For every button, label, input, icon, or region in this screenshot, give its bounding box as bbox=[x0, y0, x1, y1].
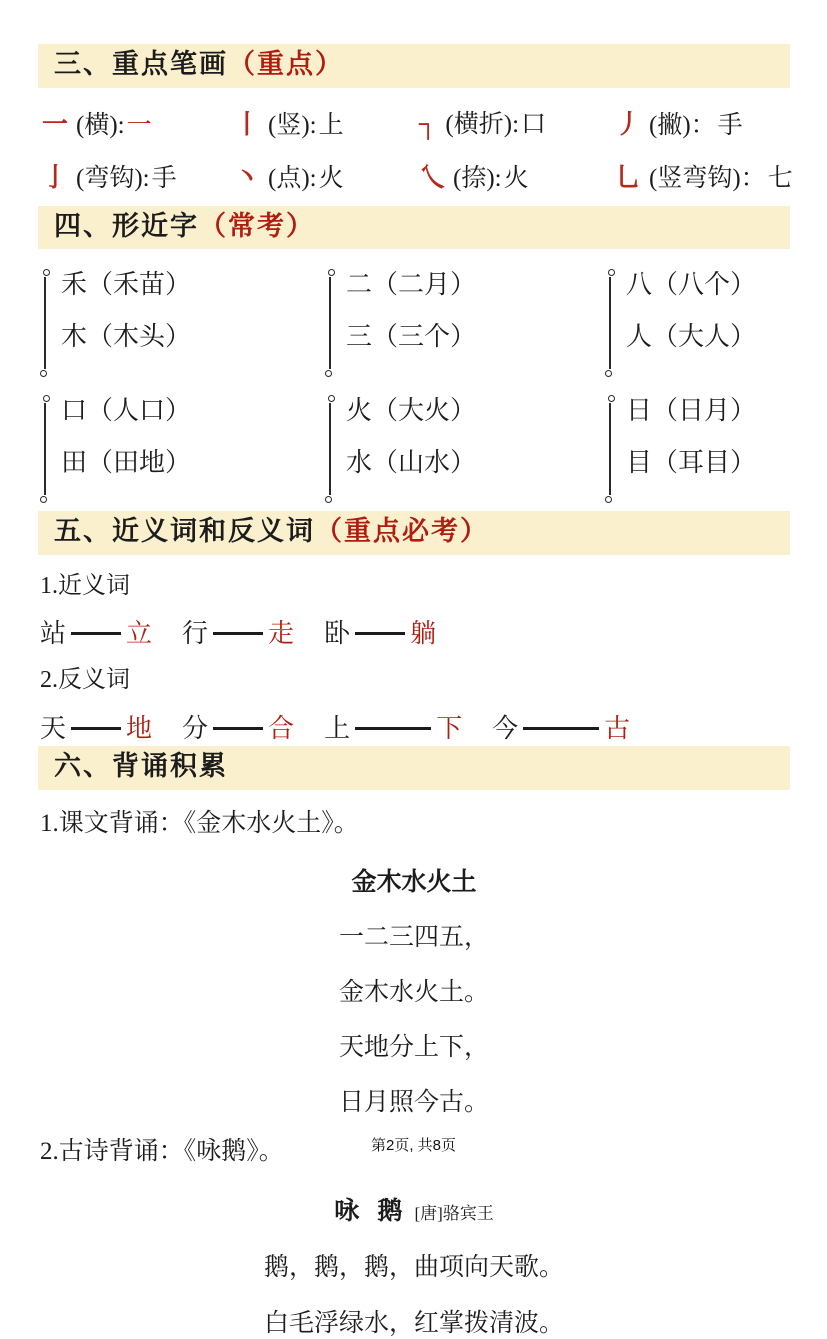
stroke-answer: 口 bbox=[521, 110, 547, 138]
dash-line bbox=[71, 727, 121, 730]
dash-line bbox=[213, 727, 263, 730]
stroke-item bbox=[419, 104, 615, 141]
section-header-strokes bbox=[38, 44, 790, 88]
word-left: 卧 bbox=[324, 619, 351, 649]
dash-line bbox=[355, 632, 405, 635]
stroke-label: (点): bbox=[268, 164, 317, 192]
stroke-label: (弯钩): bbox=[76, 164, 150, 192]
char-group bbox=[44, 269, 329, 369]
word-left: 上 bbox=[324, 713, 351, 743]
subsection-label-synonyms: 1.近义词 bbox=[40, 573, 130, 600]
recitation-intro-text: 1.课文背诵：《金木水火土》。 bbox=[40, 809, 359, 837]
char-pair-line: 人（大人） bbox=[626, 321, 757, 351]
dash-line bbox=[213, 632, 263, 635]
stroke-item bbox=[615, 157, 793, 194]
section-header-similar-chars bbox=[38, 206, 790, 250]
bracket-line bbox=[609, 403, 614, 495]
stroke-item bbox=[234, 157, 419, 194]
stroke-glyph-na: 乀 bbox=[419, 162, 446, 192]
section-title-highlight: （重点） bbox=[228, 49, 344, 79]
word-left: 行 bbox=[182, 619, 209, 649]
poem-line: 金木水火土。 bbox=[338, 979, 489, 1006]
word-left: 今 bbox=[492, 713, 519, 743]
ancient-poem-intro-text: 2.古诗背诵：《咏鹅》。 bbox=[40, 1138, 284, 1165]
poem-yonge bbox=[38, 1191, 790, 1339]
stroke-label: (撇)： bbox=[649, 111, 716, 139]
section-header-recitation bbox=[38, 746, 790, 790]
stroke-glyph-shuwangou: 乚 bbox=[615, 162, 642, 192]
similar-char-row bbox=[38, 395, 790, 495]
char-pair-line: 目（耳目） bbox=[626, 447, 757, 477]
poem-line: 一二三四五， bbox=[338, 924, 489, 951]
section-title: 四、形近字 bbox=[54, 210, 199, 241]
subsection-label-antonyms: 2.反义词 bbox=[40, 667, 130, 694]
stroke-answer: 手 bbox=[717, 111, 743, 139]
stroke-glyph-hengzhe: ┐ bbox=[419, 108, 438, 138]
stroke-answer: 一 bbox=[126, 111, 152, 139]
section-title-highlight: （重点必考） bbox=[315, 516, 489, 547]
char-pair-line: 三（三个） bbox=[346, 321, 477, 351]
page-indicator: 第2页, 共8页 bbox=[370, 1137, 457, 1154]
char-pair-line: 禾（禾苗） bbox=[61, 270, 192, 300]
stroke-item bbox=[42, 157, 234, 194]
bracket-line bbox=[44, 277, 49, 369]
poem-line: 天地分上下， bbox=[338, 1034, 489, 1061]
antonym-pairs-row bbox=[40, 713, 790, 744]
stroke-item bbox=[234, 104, 419, 141]
char-group bbox=[329, 269, 609, 369]
char-pair-line: 日（日月） bbox=[626, 396, 757, 426]
word-pair bbox=[182, 618, 294, 649]
word-right: 地 bbox=[126, 713, 153, 743]
stroke-answer: 火 bbox=[503, 164, 529, 192]
stroke-answer: 手 bbox=[151, 164, 177, 192]
stroke-answer: 火 bbox=[318, 164, 344, 192]
char-group bbox=[609, 395, 790, 495]
stroke-label: (横折): bbox=[445, 110, 520, 138]
stroke-label: (竖): bbox=[268, 111, 317, 139]
bracket-line bbox=[44, 403, 49, 495]
char-group bbox=[44, 395, 329, 495]
char-pair-line: 木（木头） bbox=[61, 321, 192, 351]
dash-line bbox=[71, 632, 121, 635]
bracket-line bbox=[329, 277, 334, 369]
word-pair bbox=[324, 713, 462, 744]
char-group bbox=[329, 395, 609, 495]
bracket-line bbox=[329, 403, 334, 495]
word-pair bbox=[492, 713, 630, 744]
word-right: 走 bbox=[268, 619, 295, 649]
stroke-item bbox=[42, 104, 234, 141]
char-pair-line: 二（二月） bbox=[346, 270, 477, 300]
word-pair bbox=[324, 618, 436, 649]
word-left: 站 bbox=[40, 619, 67, 649]
poem-line: 白毛浮绿水，红掌拨清波。 bbox=[263, 1309, 564, 1337]
word-right: 下 bbox=[436, 713, 463, 743]
word-left: 分 bbox=[182, 713, 209, 743]
section-header-synonyms-antonyms bbox=[38, 511, 790, 555]
poem-title: 咏 鹅 bbox=[334, 1197, 409, 1225]
dash-line bbox=[355, 727, 431, 730]
word-right: 立 bbox=[126, 619, 153, 649]
char-pair-line: 水（山水） bbox=[346, 447, 477, 477]
bracket-line bbox=[609, 277, 614, 369]
dash-line bbox=[523, 727, 599, 730]
stroke-answer: 七 bbox=[767, 164, 793, 192]
stroke-glyph-shu: 丨 bbox=[234, 109, 261, 139]
section-title: 六、背诵积累 bbox=[54, 750, 228, 781]
stroke-glyph-heng: 一 bbox=[42, 109, 69, 139]
word-right: 合 bbox=[268, 713, 295, 743]
word-pair bbox=[182, 713, 294, 744]
poem-title: 金木水火土 bbox=[351, 869, 477, 896]
poem-line: 鹅，鹅，鹅，曲项向天歌。 bbox=[263, 1253, 564, 1281]
word-right: 躺 bbox=[410, 619, 437, 649]
stroke-label: (竖弯钩)： bbox=[649, 164, 766, 192]
stroke-answer: 上 bbox=[318, 111, 344, 139]
poem-heading bbox=[38, 1191, 790, 1227]
poem-author: [唐]骆宾王 bbox=[414, 1203, 494, 1223]
word-pair bbox=[40, 713, 152, 744]
similar-char-row bbox=[38, 269, 790, 369]
section-title-highlight: （常考） bbox=[199, 210, 315, 241]
section-title: 五、近义词和反义词 bbox=[54, 516, 315, 547]
char-pair-line: 口（人口） bbox=[61, 396, 192, 426]
stroke-label: (横): bbox=[76, 111, 125, 139]
stroke-list bbox=[38, 104, 793, 194]
poem-line: 日月照今古。 bbox=[338, 1089, 489, 1116]
section-title: 三、重点笔画 bbox=[54, 49, 228, 79]
stroke-item bbox=[419, 157, 615, 194]
stroke-glyph-wangou: 亅 bbox=[42, 162, 69, 192]
poem-jinmushuihuotu bbox=[38, 862, 790, 1118]
word-pair bbox=[40, 618, 152, 649]
stroke-glyph-dian: 丶 bbox=[234, 162, 261, 192]
char-pair-line: 八（八个） bbox=[626, 270, 757, 300]
char-pair-line: 田（田地） bbox=[61, 447, 192, 477]
word-right: 古 bbox=[604, 713, 631, 743]
char-group bbox=[609, 269, 790, 369]
word-left: 天 bbox=[40, 713, 67, 743]
char-pair-line: 火（大火） bbox=[346, 396, 477, 426]
stroke-glyph-pie: 丿 bbox=[615, 109, 642, 139]
stroke-item bbox=[615, 104, 793, 141]
stroke-label: (捺): bbox=[453, 164, 502, 192]
synonym-pairs-row bbox=[40, 618, 790, 649]
